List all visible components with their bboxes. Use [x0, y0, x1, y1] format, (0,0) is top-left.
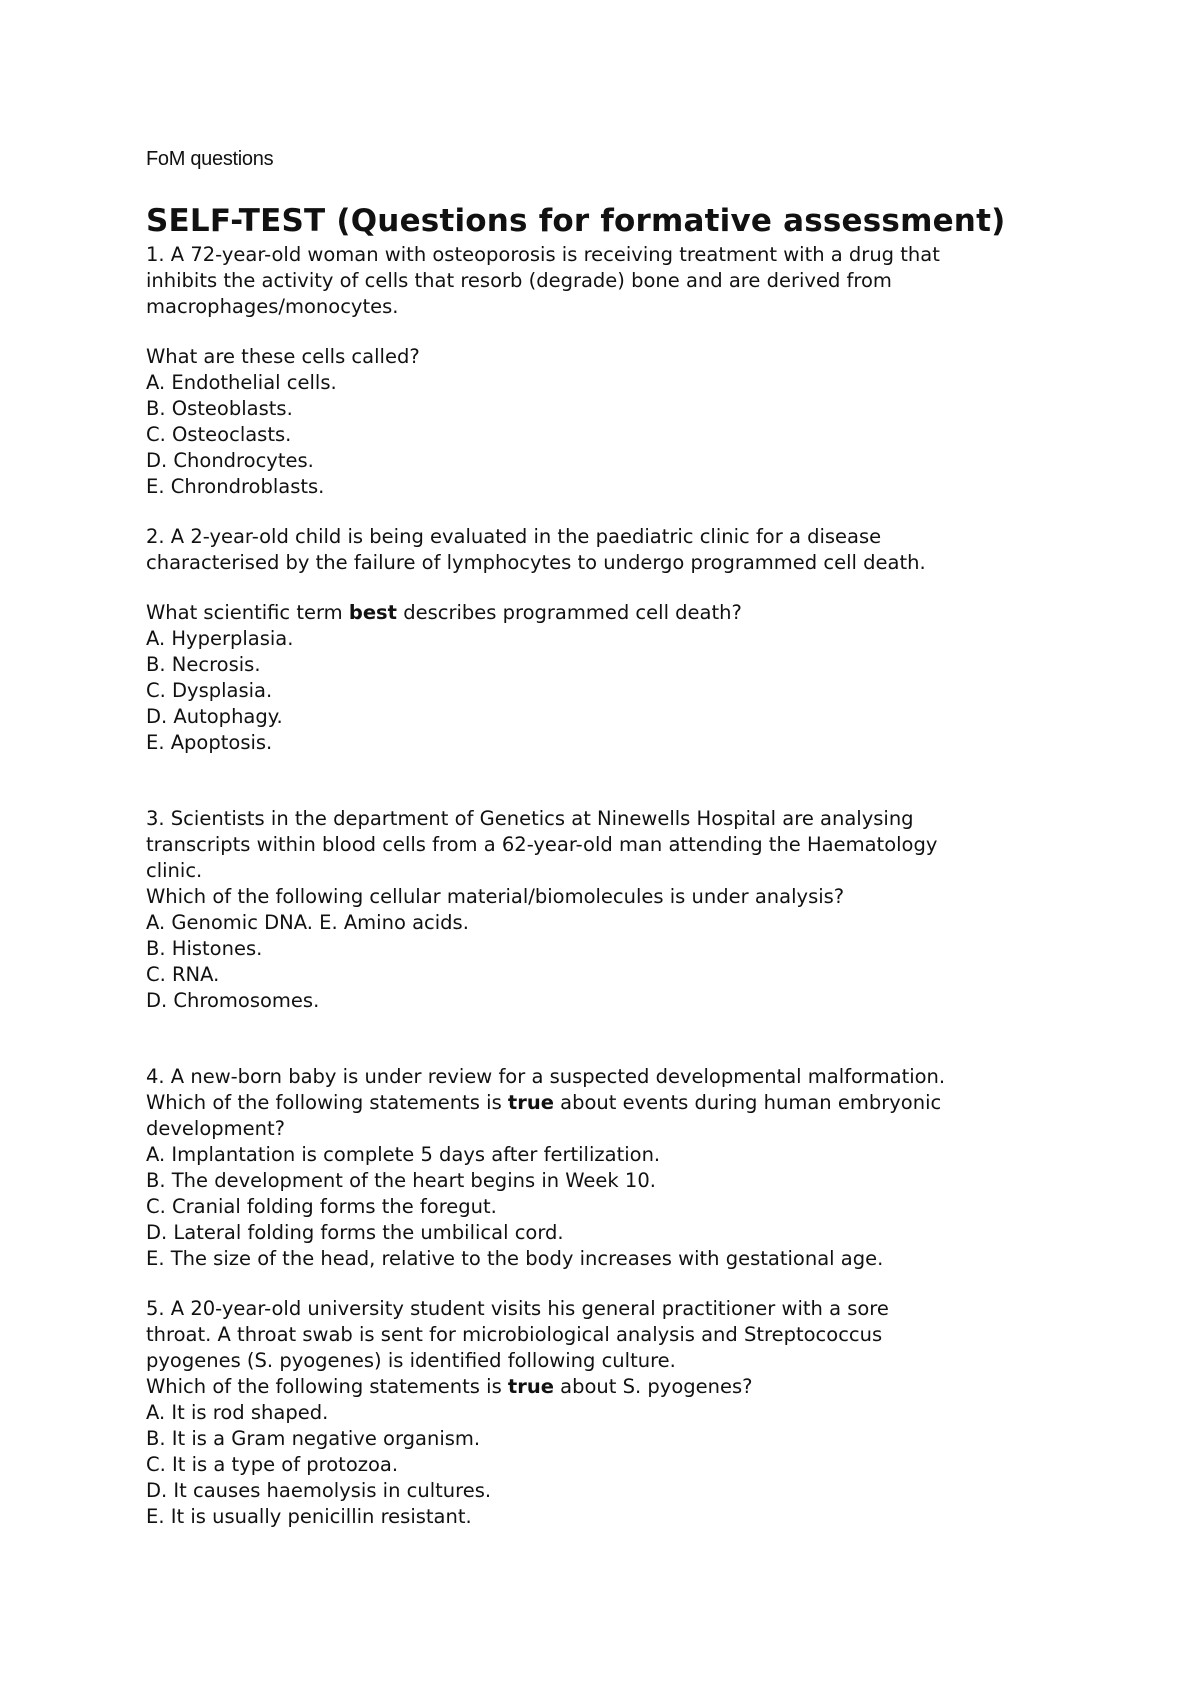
answer-option: E. Apoptosis. — [146, 731, 273, 754]
page-title: SELF-TEST (Questions for formative assessment) — [146, 203, 1006, 239]
prompt-text: What scientific term — [146, 601, 349, 624]
question-stem-line: pyogenes (S. pyogenes) is identified following culture. — [146, 1349, 676, 1372]
question-stem-line: 5. A 20-year-old university student visits his general practitioner with a sore — [146, 1297, 889, 1320]
question-prompt — [146, 344, 1096, 370]
answer-option: A. Genomic DNA. E. Amino acids. — [146, 911, 469, 934]
prompt-emphasis: best — [348, 601, 397, 624]
question-5 — [146, 1296, 1096, 1530]
answer-option: C. It is a type of protozoa. — [146, 1453, 399, 1476]
question-prompt — [146, 600, 1096, 626]
answer-option: C. RNA. — [146, 963, 220, 986]
question-stem-line: transcripts within blood cells from a 62-year-old man attending the Haematology — [146, 833, 938, 856]
prompt-text: describes programmed cell death? — [397, 601, 742, 624]
question-2 — [146, 524, 1096, 756]
prompt-emphasis: true — [507, 1091, 554, 1114]
answer-option: D. It causes haemolysis in cultures. — [146, 1479, 492, 1502]
answer-option: C. Osteoclasts. — [146, 423, 292, 446]
questions-body — [146, 242, 1096, 1530]
question-stem-line: 2. A 2-year-old child is being evaluated in the paediatric clinic for a disease — [146, 525, 882, 548]
question-stem-line: 1. A 72-year-old woman with osteoporosis is receiving treatment with a drug that — [146, 243, 940, 266]
answer-option: E. Chrondroblasts. — [146, 475, 325, 498]
question-stem-line: clinic. — [146, 859, 203, 882]
answer-option: A. Implantation is complete 5 days after fertilization. — [146, 1143, 661, 1166]
question-stem-line: 3. Scientists in the department of Genetics at Ninewells Hospital are analysing — [146, 807, 914, 830]
prompt-text: about S. pyogenes? — [553, 1375, 753, 1398]
question-1 — [146, 242, 1096, 500]
question-stem-line: characterised by the failure of lymphocytes to undergo programmed cell death. — [146, 551, 926, 574]
question-prompt — [146, 1374, 1096, 1400]
answer-option: D. Chondrocytes. — [146, 449, 314, 472]
prompt-text: What are these cells called? — [146, 345, 420, 368]
answer-option: A. Hyperplasia. — [146, 627, 294, 650]
question-prompt — [146, 884, 1096, 910]
prompt-text: about events during human embryonic — [553, 1091, 942, 1114]
answer-option: B. Osteoblasts. — [146, 397, 293, 420]
answer-option: A. It is rod shaped. — [146, 1401, 329, 1424]
answer-option: C. Dysplasia. — [146, 679, 273, 702]
prompt-emphasis: true — [507, 1375, 554, 1398]
question-prompt — [146, 1090, 1096, 1116]
question-4 — [146, 1064, 1096, 1272]
answer-option: C. Cranial folding forms the foregut. — [146, 1195, 497, 1218]
document-header: FoM questions — [146, 148, 274, 170]
answer-option: E. It is usually penicillin resistant. — [146, 1505, 472, 1528]
question-stem-line: 4. A new-born baby is under review for a suspected developmental malformation. — [146, 1065, 946, 1088]
answer-option: B. Histones. — [146, 937, 263, 960]
answer-option: D. Lateral folding forms the umbilical cord. — [146, 1221, 564, 1244]
answer-option: D. Chromosomes. — [146, 989, 320, 1012]
answer-option: A. Endothelial cells. — [146, 371, 337, 394]
question-prompt-continued: development? — [146, 1117, 285, 1140]
question-stem-line: throat. A throat swab is sent for microbiological analysis and Streptococcus — [146, 1323, 883, 1346]
question-3 — [146, 806, 1096, 1014]
answer-option: D. Autophagy. — [146, 705, 283, 728]
answer-option: E. The size of the head, relative to the body increases with gestational age. — [146, 1247, 884, 1270]
prompt-text: Which of the following statements is — [146, 1375, 508, 1398]
question-stem-line: inhibits the activity of cells that resorb (degrade) bone and are derived from — [146, 269, 892, 292]
question-stem-line: macrophages/monocytes. — [146, 295, 399, 318]
answer-option: B. Necrosis. — [146, 653, 261, 676]
prompt-text: Which of the following cellular material/biomolecules is under analysis? — [146, 885, 845, 908]
prompt-text: Which of the following statements is — [146, 1091, 508, 1114]
answer-option: B. The development of the heart begins in Week 10. — [146, 1169, 656, 1192]
answer-option: B. It is a Gram negative organism. — [146, 1427, 481, 1450]
